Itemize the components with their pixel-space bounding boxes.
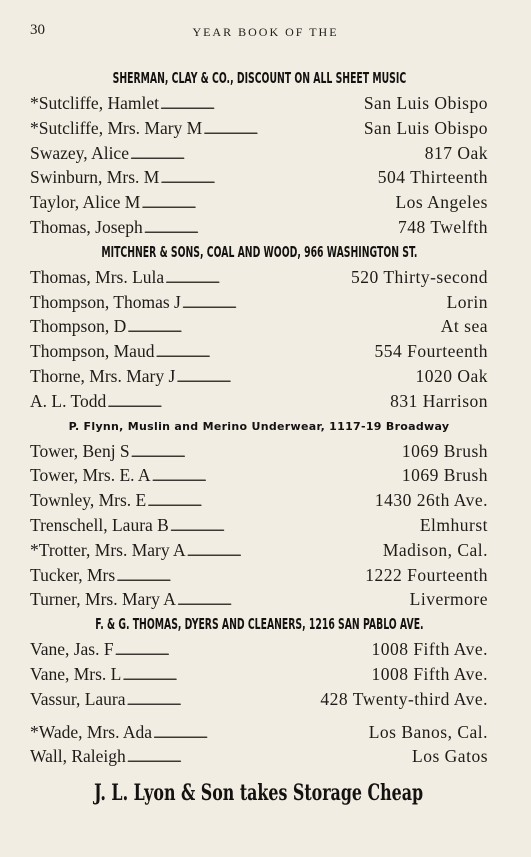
entry-group-b: [30, 265, 488, 414]
dot-leader: [165, 265, 350, 292]
dot-leader: [144, 215, 397, 242]
entry-address: 428 Twenty-third Ave.: [320, 688, 488, 709]
entry-address: 1008 Fifth Ave.: [371, 663, 488, 684]
entry-name: Thompson, D: [30, 316, 127, 337]
advertisement-sherman-clay: SHERMAN, CLAY & CO., DISCOUNT ON ALL SHEET MUSIC: [112, 69, 406, 87]
directory-entry: [30, 116, 488, 141]
dot-leader: [182, 290, 446, 317]
entry-group-e: [30, 720, 488, 770]
entry-name: *Trotter, Mrs. Mary A: [30, 539, 186, 560]
dot-leader: [152, 463, 401, 490]
entry-name: A. L. Todd: [30, 390, 107, 411]
directory-content: [30, 66, 488, 811]
advertisement-thomas-dyers: F. & G. THOMAS, DYERS AND CLEANERS, 1216 SAN PABLO AVE.: [94, 615, 424, 634]
dot-leader: [160, 91, 363, 118]
entry-name: Taylor, Alice M: [30, 192, 141, 213]
entry-address: 554 Fourteenth: [374, 341, 488, 362]
dot-leader: [170, 513, 419, 540]
entry-address: Madison, Cal.: [382, 539, 488, 560]
entry-address: 1430 26th Ave.: [374, 490, 488, 511]
entry-name: Thompson, Maud: [30, 341, 155, 362]
advertisement-mitchner: MITCHNER & SONS, COAL AND WOOD, 966 WASHINGTON ST.: [100, 242, 418, 261]
entry-name: *Sutcliffe, Mrs. Mary M: [30, 117, 203, 138]
advertisement-lyon-storage: J. L. Lyon & Son takes Storage Cheap: [94, 780, 424, 807]
entry-name: Vane, Mrs. L: [30, 663, 122, 684]
entry-name: *Sutcliffe, Hamlet: [30, 93, 159, 113]
entry-address: At sea: [440, 316, 488, 337]
entry-address: Livermore: [409, 589, 488, 610]
entry-address: Elmhurst: [419, 514, 488, 535]
directory-entry: [30, 91, 488, 116]
directory-entry: [30, 190, 488, 215]
dot-leader: [130, 141, 424, 168]
directory-entry: [30, 463, 488, 488]
entry-name: *Wade, Mrs. Ada: [30, 721, 153, 742]
dot-leader: [127, 744, 411, 771]
entry-address: 831 Harrison: [390, 390, 488, 411]
directory-entry: [30, 744, 488, 769]
entry-name: Swazey, Alice: [30, 142, 129, 163]
entry-name: Vassur, Laura: [30, 688, 126, 709]
entry-address: 520 Thirty-second: [351, 266, 488, 287]
directory-entry: [30, 563, 488, 588]
directory-entry: [30, 587, 488, 612]
entry-address: 1020 Oak: [415, 365, 488, 386]
entry-group-d: [30, 637, 488, 711]
dot-leader: [155, 339, 373, 366]
dot-leader: [147, 488, 374, 515]
dot-leader: [177, 587, 409, 614]
entry-address: San Luis Obispo: [363, 93, 488, 113]
dot-leader: [153, 720, 368, 747]
dot-leader: [107, 389, 389, 416]
directory-entry: [30, 215, 488, 240]
entry-address: 504 Thirteenth: [377, 167, 488, 188]
entry-address: 1008 Fifth Ave.: [371, 639, 488, 660]
directory-entry: [30, 439, 488, 464]
dot-leader: [131, 439, 401, 466]
directory-entry: [30, 141, 488, 166]
directory-entry: [30, 389, 488, 414]
directory-entry: [30, 720, 488, 745]
entry-name: Trenschell, Laura B: [30, 514, 169, 535]
entry-address: 1069 Brush: [401, 440, 488, 461]
directory-entry: [30, 488, 488, 513]
entry-group-c: [30, 439, 488, 613]
entry-name: Wall, Raleigh: [30, 746, 126, 767]
directory-entry: [30, 538, 488, 563]
entry-name: Swinburn, Mrs. M: [30, 167, 160, 188]
entry-name: Thorne, Mrs. Mary J: [30, 365, 176, 386]
entry-name: Townley, Mrs. E: [30, 490, 147, 511]
entry-name: Tower, Mrs. E. A: [30, 465, 151, 486]
entry-name: Thomas, Joseph: [30, 216, 143, 237]
dot-leader: [122, 662, 370, 689]
entry-address: Los Gatos: [412, 746, 488, 767]
entry-name: Thomas, Mrs. Lula: [30, 266, 165, 287]
entry-name: Turner, Mrs. Mary A: [30, 589, 176, 610]
dot-leader: [160, 165, 376, 192]
directory-entry: [30, 637, 488, 662]
directory-entry: [30, 265, 488, 290]
entry-address: 748 Twelfth: [398, 216, 488, 237]
entry-address: Lorin: [446, 291, 488, 312]
entry-address: San Luis Obispo: [363, 117, 488, 138]
entry-address: 817 Oak: [424, 142, 488, 163]
directory-entry: [30, 513, 488, 538]
directory-entry: [30, 165, 488, 190]
directory-entry: [30, 662, 488, 687]
directory-entry: [30, 290, 488, 315]
page-number: 30: [30, 22, 45, 38]
directory-entry: [30, 339, 488, 364]
dot-leader: [127, 314, 440, 341]
dot-leader: [127, 687, 320, 714]
dot-leader: [116, 563, 364, 590]
dot-leader: [187, 538, 382, 565]
directory-entry: [30, 314, 488, 339]
entry-name: Thompson, Thomas J: [30, 291, 181, 312]
dot-leader: [141, 190, 394, 217]
entry-address: Los Angeles: [395, 192, 488, 213]
entry-name: Tucker, Mrs: [30, 564, 116, 585]
dot-leader: [115, 637, 371, 664]
advertisement-flynn: P. Flynn, Muslin and Merino Underwear, 1117-19 Broadway: [68, 419, 450, 433]
entry-address: 1222 Fourteenth: [365, 564, 488, 585]
entry-address: Los Banos, Cal.: [368, 721, 488, 742]
directory-entry: [30, 687, 488, 712]
entry-group-a: [30, 91, 488, 240]
dot-leader: [203, 116, 363, 143]
entry-name: Vane, Jas. F: [30, 639, 114, 660]
entry-name: Tower, Benj S: [30, 440, 130, 461]
directory-entry: [30, 364, 488, 389]
dot-leader: [176, 364, 414, 391]
running-title: YEAR BOOK OF THE: [192, 25, 339, 39]
entry-address: 1069 Brush: [401, 465, 488, 486]
